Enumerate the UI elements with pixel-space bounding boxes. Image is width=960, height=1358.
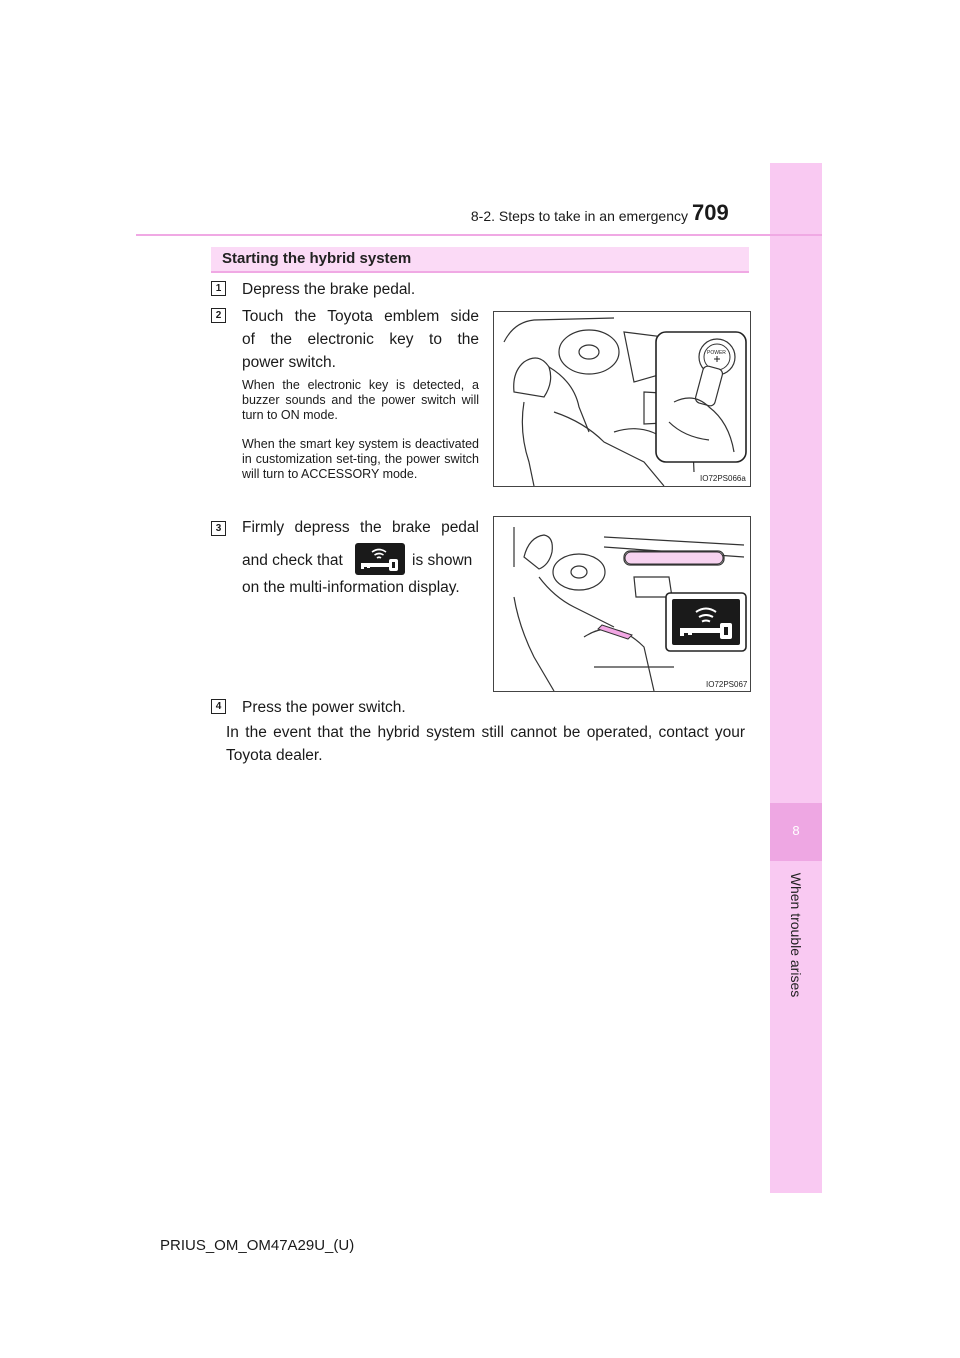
- step-4-text: Press the power switch.: [242, 699, 406, 716]
- document-code: PRIUS_OM_OM47A29U_(U): [160, 1237, 355, 1254]
- chapter-side-tab: [770, 163, 822, 1193]
- step-2-note-2: When the smart key system is deactivated in customization set-ting, the power switch will turn to ACCESSORY mode.: [242, 437, 479, 481]
- section-header: 8-2. Steps to take in an emergency: [470, 208, 688, 224]
- figure-key-touch-power-switch: [493, 311, 751, 487]
- illustration-dashboard-display: [494, 517, 750, 691]
- step-2-note-1: When the electronic key is detected, a buzzer sounds and the power switch will turn to ON mode.: [242, 378, 479, 422]
- figure-multi-info-display: [493, 516, 751, 692]
- step-3-text-line-1: Firmly depress the brake pedal: [242, 519, 479, 536]
- step-3-text-line-3: on the multi-information display.: [242, 579, 460, 596]
- step-marker-1: 1: [211, 281, 226, 296]
- key-signal-icon: [355, 543, 405, 575]
- closing-paragraph: In the event that the hybrid system still cannot be operated, contact your Toyota dealer.: [226, 724, 745, 764]
- chapter-number: 8: [792, 823, 800, 838]
- step-2-text: Touch the Toyota emblem side of the electronic key to the power switch.: [242, 308, 479, 371]
- figure-2-id: IO72PS067: [706, 680, 748, 689]
- header-divider: [136, 234, 822, 236]
- figure-1-id: IO72PS066a: [700, 474, 746, 483]
- step-3-text-line-2b: is shown: [412, 552, 473, 569]
- step-marker-4: 4: [211, 699, 226, 714]
- illustration-driver-key: [494, 312, 750, 486]
- power-button-label: POWER: [707, 350, 726, 356]
- step-marker-3: 3: [211, 521, 226, 536]
- chapter-title: When trouble arises: [788, 872, 804, 998]
- step-3-text-line-2a: and check that: [242, 552, 343, 569]
- section-title: Starting the hybrid system: [222, 250, 412, 267]
- key-signal-glyph: [355, 543, 405, 575]
- page-number: 709: [692, 200, 729, 225]
- step-marker-2: 2: [211, 308, 226, 323]
- step-1-text: Depress the brake pedal.: [242, 281, 416, 298]
